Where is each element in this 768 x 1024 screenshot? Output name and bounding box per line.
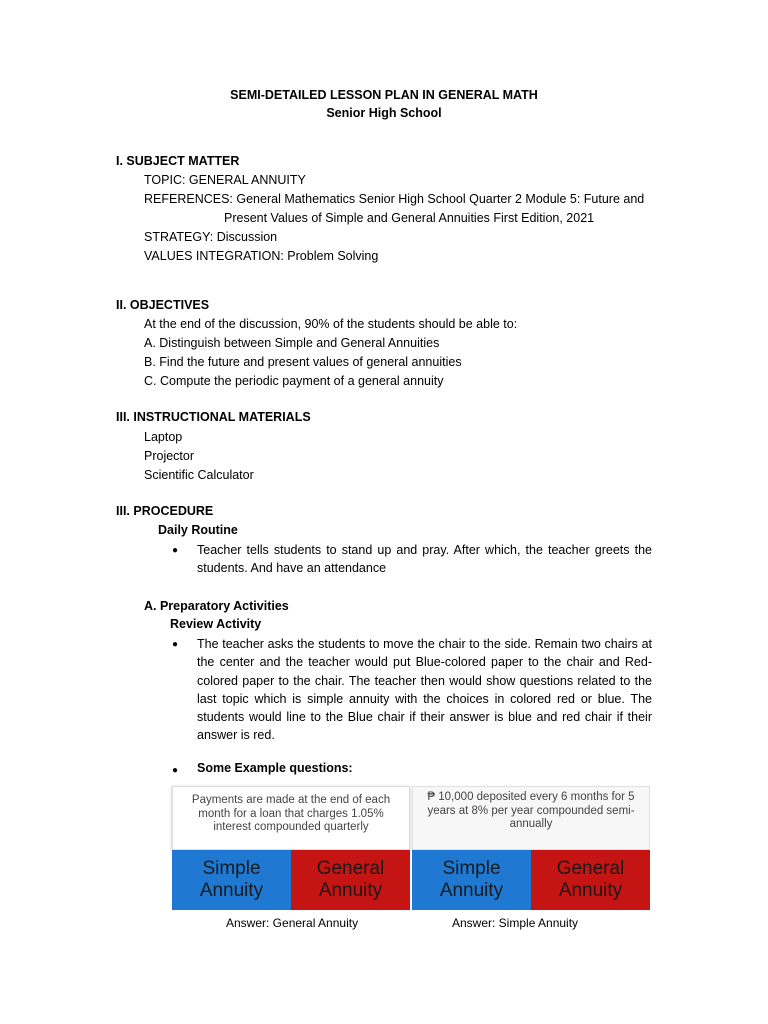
material-item: Projector [144, 449, 195, 463]
section-objectives-heading: II. OBJECTIVES [116, 298, 210, 312]
bullet-glyph: ● [172, 765, 179, 776]
answer-label: Answer: General Annuity [226, 916, 359, 930]
section-procedure-heading: III. PROCEDURE [116, 504, 214, 518]
section-subject-matter-heading: I. SUBJECT MATTER [116, 154, 240, 168]
preparatory-activities-heading: A. Preparatory Activities [144, 599, 289, 613]
question-box [412, 786, 650, 850]
question-box [172, 786, 410, 850]
topic-line: TOPIC: GENERAL ANNUITY [144, 173, 306, 187]
answer-label: Answer: Simple Annuity [452, 916, 579, 930]
general-annuity-option [291, 850, 410, 910]
references-line-2: Present Values of Simple and General Annuities First Edition, 2021 [224, 211, 595, 225]
values-integration-line: VALUES INTEGRATION: Problem Solving [144, 249, 379, 263]
routine-paragraph: Teacher tells students to stand up and pray. After which, the teacher greets the students. And have an attendance [197, 543, 652, 576]
references-line-1: REFERENCES: General Mathematics Senior High School Quarter 2 Module 5: Future and [144, 192, 645, 206]
review-paragraph: The teacher asks the students to move the chair to the side. Remain two chairs at the center and the teacher would put Blue-colored paper to the chair and Red-colored paper to the chair. The teacher then would show questions related to the last topic which is simple annuity with the choices in colored red or blue. The students would line to the Blue chair if their answer is blue and red chair if their answer is red. [197, 637, 652, 743]
option-label: General Annuity [556, 858, 625, 901]
examples-label: Some Example questions: [197, 761, 353, 775]
option-label: Simple Annuity [439, 858, 504, 901]
review-activity-heading: Review Activity [170, 617, 262, 631]
example-question-card [172, 786, 410, 910]
objective-item: C. Compute the periodic payment of a general annuity [144, 374, 444, 388]
document-title: SEMI-DETAILED LESSON PLAN IN GENERAL MATH [230, 88, 538, 102]
bullet-glyph: ● [172, 545, 179, 556]
example-question-card [412, 786, 650, 910]
daily-routine-heading: Daily Routine [158, 523, 238, 537]
material-item: Scientific Calculator [144, 468, 254, 482]
question-text: ₱ 10,000 deposited every 6 months for 5 years at 8% per year compounded semi-annually [427, 791, 635, 830]
general-annuity-option [531, 850, 650, 910]
bullet-glyph: ● [172, 639, 179, 650]
document-subtitle: Senior High School [326, 106, 442, 120]
strategy-line: STRATEGY: Discussion [144, 230, 278, 244]
section-materials-heading: III. INSTRUCTIONAL MATERIALS [116, 410, 311, 424]
objective-item: A. Distinguish between Simple and General Annuities [144, 336, 440, 350]
simple-annuity-option [412, 850, 531, 910]
material-item: Laptop [144, 430, 183, 444]
question-text: Payments are made at the end of each month for a loan that charges 1.05% interest compounded quarterly [191, 794, 391, 833]
objective-item: B. Find the future and present values of general annuities [144, 355, 462, 369]
option-label: General Annuity [316, 858, 385, 901]
simple-annuity-option [172, 850, 291, 910]
objectives-intro: At the end of the discussion, 90% of the students should be able to: [144, 317, 518, 331]
option-label: Simple Annuity [199, 858, 264, 901]
